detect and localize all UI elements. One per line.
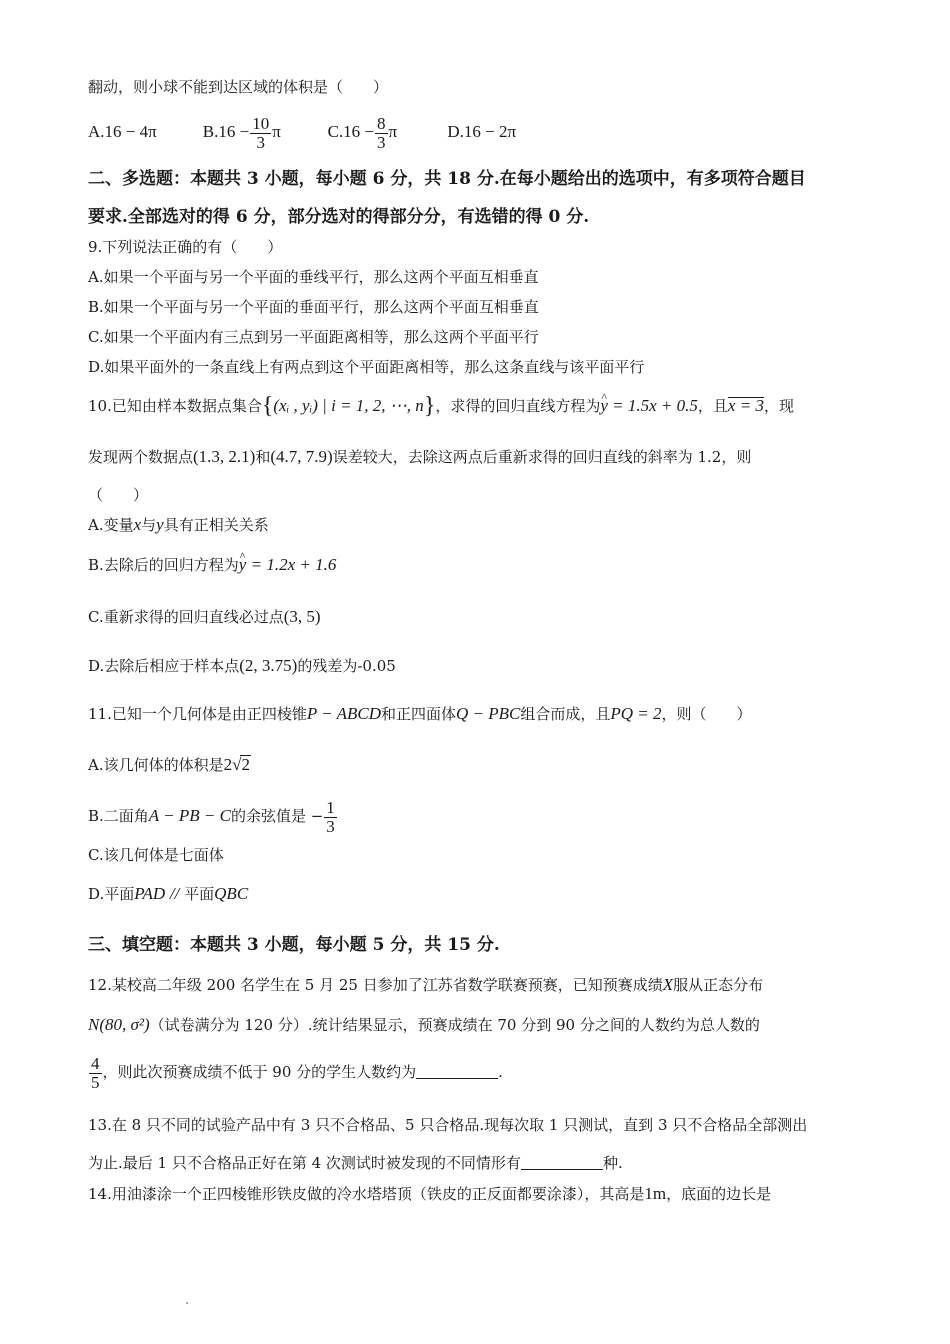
q8-stem-tail: 翻动，则小球不能到达区域的体积是（ ） (88, 78, 389, 96)
q13-end-text: 种. (602, 1154, 623, 1172)
q9-stem: 9.下列说法正确的有（ ） (88, 238, 283, 256)
q10-option-b-text: B.去除后的回归方程为 (88, 556, 239, 574)
q10-line2-text-b: 和 (255, 448, 271, 466)
q11-pyramid: P − ABCD (306, 704, 381, 723)
q12-line3 (88, 1050, 503, 1094)
q11-option-a-text: A.该几何体的体积是 (88, 756, 224, 774)
q12-line1-text-b: 服从正态分布 (673, 976, 764, 994)
q10-option-a-and: 与 (141, 516, 157, 534)
q12-line1 (88, 974, 763, 996)
q11-option-a-radical: √ (232, 755, 242, 774)
q11-stem-text-c: 组合而成，且 (520, 705, 611, 723)
q12-fraction (89, 1055, 102, 1092)
q8-option-b-prefix: B.16 − (202, 122, 250, 141)
q11-option-b-denominator: 3 (326, 816, 335, 836)
q8-option-c-pi: π (388, 122, 398, 141)
q10-x-mean: x = 3 (727, 396, 764, 415)
q12-numerator: 4 (91, 1053, 100, 1073)
q8-options (88, 112, 516, 152)
q10-option-c (88, 604, 321, 630)
q8-option-c-numerator: 8 (377, 113, 386, 133)
q10-point-2: (4.7, 7.9) (270, 447, 333, 466)
q8-option-b-denominator: 3 (256, 132, 265, 152)
q8-option-b (203, 112, 323, 152)
q11-stem (88, 703, 752, 725)
q14-line1-text-a: 14.用油漆涂一个正四棱锥形铁皮做的冷水塔塔顶（铁皮的正反面都要涂漆），其高是 (88, 1185, 645, 1203)
section3-heading: 三、填空题：本题共 3 小题，每小题 5 分，共 15 分. (88, 935, 500, 955)
section2-heading-line1: 二、多选题：本题共 3 小题，每小题 6 分，共 18 分.在每小题给出的选项中，有多项符合题目 (88, 169, 806, 189)
q10-option-b (88, 554, 336, 576)
q11-option-b-mid: 的余弦值是 − (230, 807, 324, 825)
q8-option-b-fraction (250, 115, 271, 152)
q11-option-d (88, 883, 248, 905)
q11-stem-text-a: 11.已知一个几何体是由正四棱锥 (88, 705, 307, 723)
q11-tetrahedron: Q − PBC (456, 704, 521, 723)
q11-option-d-parallel: // (169, 884, 180, 903)
q10-stem-text-d: ，现 (763, 397, 794, 415)
q11-option-d-plane-word: 平面 (184, 885, 215, 903)
q10-option-b-equation: ^ y = 1.2x + 1.6 (239, 554, 337, 576)
q10-sample-set: (xᵢ , yᵢ) | i = 1, 2, ⋯, n (273, 396, 424, 415)
q10-line2-text-a: 发现两个数据点 (88, 448, 194, 466)
q8-option-c-denominator: 3 (377, 132, 386, 152)
q12-answer-blank[interactable] (416, 1064, 498, 1079)
q11-option-a-radicand: 2 (241, 755, 250, 774)
q10-stem-text-b: ，求得的回归直线方程为 (435, 397, 601, 415)
q11-option-c: C.该几何体是七面体 (88, 846, 224, 864)
q8-option-b-pi: π (272, 122, 281, 141)
q11-option-d-plane2: QBC (214, 884, 249, 903)
q10-stem-line2 (88, 443, 751, 471)
q13-line1: 13.在 8 只不同的试验产品中有 3 只不合格品、5 只合格品.现每次取 1 只测试，直到 3 只不合格品全部测出 (88, 1116, 808, 1134)
q8-option-c (328, 112, 443, 152)
q11-pq-length: PQ = 2 (610, 704, 662, 723)
q11-option-d-plane1: PAD (134, 884, 166, 903)
q12-distribution: N(80, σ²) (88, 1015, 150, 1034)
q14-height: 1m (644, 1184, 667, 1203)
q10-option-d-tail: 的残差为-0.05 (297, 657, 396, 675)
q10-option-d-text: D.去除后相应于样本点 (88, 657, 240, 675)
q12-line3-text: ，则此次预赛成绩不低于 90 分的学生人数约为 (102, 1063, 417, 1081)
q9-option-b: B.如果一个平面与另一个平面的垂面平行，那么这两个平面互相垂直 (88, 298, 539, 316)
q10-answer-paren: （ ） (88, 486, 149, 504)
section2-heading-line2: 要求.全部选对的得 6 分，部分选对的得部分分，有选错的得 0 分. (88, 207, 590, 227)
q14-line1-text-b: ，底面的边长是 (666, 1185, 772, 1203)
q11-stem-text-b: 和正四面体 (381, 705, 457, 723)
q12-line2 (88, 1012, 760, 1038)
q10-stem-text-a: 10.已知由样本数据点集合 (88, 397, 262, 415)
q10-brace-open: { (261, 393, 274, 419)
q10-option-a-tail: 具有正相关关系 (163, 516, 269, 534)
q14-line1 (88, 1183, 771, 1205)
q11-option-b-text: B.二面角 (88, 807, 149, 825)
q10-brace-close: } (423, 393, 436, 419)
q11-option-b-fraction (324, 799, 337, 836)
q13-line2 (88, 1152, 623, 1174)
q12-line2-text: （试卷满分为 120 分）.统计结果显示，预赛成绩在 70 分到 90 分之间的人数约为总人数的 (149, 1016, 760, 1034)
q9-option-c: C.如果一个平面内有三点到另一平面距离相等，那么这两个平面平行 (88, 328, 539, 346)
q9-option-d: D.如果平面外的一条直线上有两点到这个平面距离相等，那么这条直线与该平面平行 (88, 358, 645, 376)
q10-stem-text-c: ，且 (697, 397, 728, 415)
page-speck (186, 1302, 188, 1304)
q8-option-d: D.16 − 2π (447, 122, 517, 141)
q11-option-b (88, 794, 338, 838)
q10-option-a-x: x (133, 515, 142, 534)
q12-line1-text-a: 12.某校高二年级 200 名学生在 5 月 25 日参加了江苏省数学联赛预赛，已知预赛成绩 (88, 976, 663, 994)
q11-option-d-text: D.平面 (88, 885, 135, 903)
q8-option-c-prefix: C.16 − (327, 122, 374, 141)
q11-option-b-angle: A − PB − C (148, 806, 231, 825)
q10-option-a-text: A.变量 (88, 516, 134, 534)
q10-option-a-y: y (156, 515, 164, 534)
q11-stem-text-d: ，则（ ） (661, 705, 752, 723)
q10-option-a (88, 514, 269, 536)
q10-option-d-point: (2, 3.75) (239, 656, 298, 675)
q8-option-b-numerator: 10 (252, 113, 270, 133)
q11-option-a-coef: 2 (223, 755, 233, 774)
q12-variable-x: X (662, 975, 674, 994)
q10-stem-line1 (88, 392, 794, 420)
q10-option-c-point: (3, 5) (283, 607, 321, 626)
q13-line2-text: 为止.最后 1 只不合格品正好在第 4 次测试时被发现的不同情形有 (88, 1154, 521, 1172)
q10-option-d (88, 653, 396, 679)
q9-option-a: A.如果一个平面与另一个平面的垂线平行，那么这两个平面互相垂直 (88, 268, 539, 286)
q12-end-period: . (498, 1063, 503, 1081)
q10-point-1: (1.3, 2.1) (193, 447, 256, 466)
q11-option-a (88, 754, 251, 776)
q13-answer-blank[interactable] (521, 1155, 603, 1170)
q8-option-a: A.16 − 4π (88, 122, 157, 141)
q8-option-c-fraction (375, 115, 388, 152)
q10-option-c-text: C.重新求得的回归直线必过点 (88, 608, 284, 626)
q10-regression-equation: ^ y = 1.5x + 0.5 (600, 392, 698, 420)
q12-denominator: 5 (91, 1072, 100, 1092)
q11-option-b-numerator: 1 (326, 797, 335, 817)
q10-line2-text-c: 误差较大，去除这两点后重新求得的回归直线的斜率为 1.2，则 (332, 448, 752, 466)
